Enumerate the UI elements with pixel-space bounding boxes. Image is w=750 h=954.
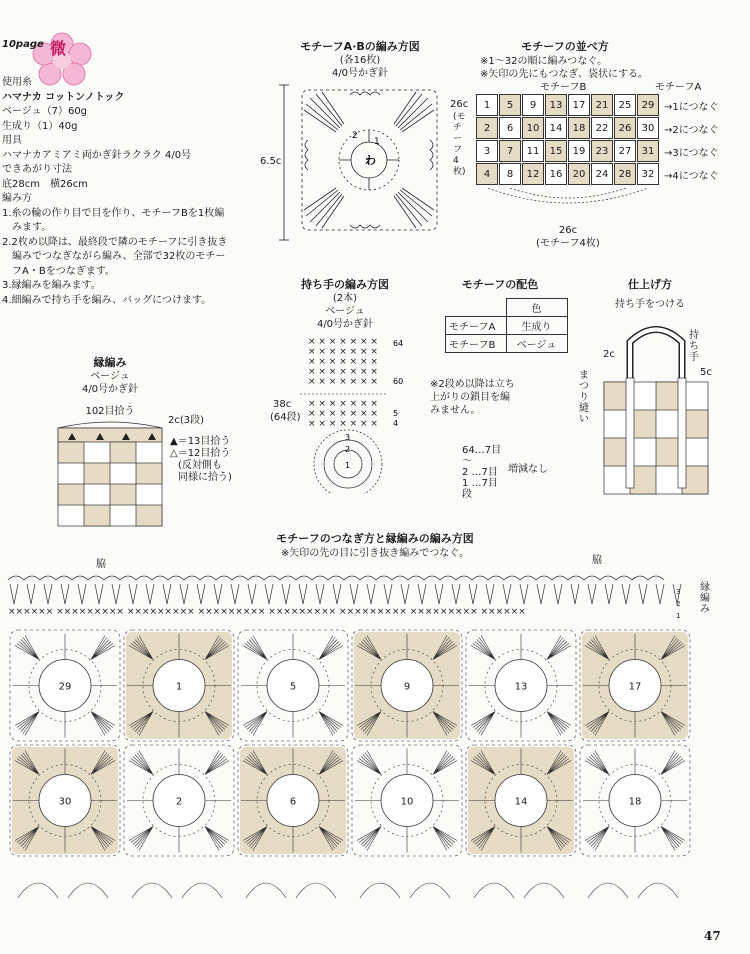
finish-sub: 持ち手をつける bbox=[615, 299, 685, 310]
handle-hook: 4/0号かぎ針 bbox=[316, 319, 374, 330]
materials-line: 用具 bbox=[2, 135, 22, 146]
label-motif-b: モチーフB bbox=[540, 82, 587, 93]
arrangement-cell: 22 bbox=[591, 117, 613, 139]
joined-motif bbox=[352, 630, 462, 741]
arrangement-cell: 21 bbox=[591, 94, 613, 116]
edge-label: 縁編み bbox=[700, 582, 710, 615]
arrangement-cell: 12 bbox=[522, 163, 544, 185]
arrangement-cell: 18 bbox=[568, 117, 590, 139]
joining-chart bbox=[0, 566, 700, 926]
arrangement-cell: 1 bbox=[476, 94, 498, 116]
handle-row-label: 64 bbox=[393, 339, 404, 348]
color-table-cell: ベージュ bbox=[506, 335, 567, 353]
legend-line: ▲＝13目拾う bbox=[170, 436, 231, 447]
joined-motif bbox=[580, 745, 690, 856]
round-line: 2 …7目 bbox=[462, 467, 498, 478]
svg-text:×××××× ××××××××× ××××××××× ×××: ×××××× ××××××××× ××××××××× ××××××××× ××××××××× ××××××××× ××××××××× ×××××× bbox=[8, 607, 526, 617]
arrangement-cell: 5 bbox=[499, 94, 521, 116]
color-table-title: モチーフの配色 bbox=[461, 278, 539, 291]
motif-number: 2 bbox=[175, 796, 183, 808]
color-table-cell: モチーフB bbox=[446, 335, 507, 353]
arrangement-cell: 16 bbox=[545, 163, 567, 185]
motif-number: 29 bbox=[58, 681, 72, 693]
arrangement-height-sub: (モチーフ4枚) bbox=[453, 112, 466, 177]
arrangement-cell: 24 bbox=[591, 163, 613, 185]
materials-line: 3.縁編みを編みます。 bbox=[2, 280, 101, 291]
partial-motif-edge bbox=[588, 883, 678, 898]
joined-motif bbox=[124, 630, 234, 741]
svg-text:× × × × × × ×: × × × × × × × bbox=[308, 347, 378, 357]
handle-center-label: 1 bbox=[345, 461, 351, 470]
round-line: ～ bbox=[462, 456, 472, 467]
badge-char: 微 bbox=[50, 39, 67, 58]
edge-row-label: 3 bbox=[676, 588, 681, 596]
handle-center-label: 3 bbox=[345, 433, 351, 442]
arrangement-cell: 25 bbox=[614, 94, 636, 116]
materials-line: 底28cm 横26cm bbox=[2, 178, 88, 190]
arrangement-cell: 27 bbox=[614, 140, 636, 162]
arrangement-cell: 28 bbox=[614, 163, 636, 185]
materials-line: できあがり寸法 bbox=[2, 164, 72, 175]
handle-note: ※2段め以降は立ち上がりの鎖目を編みません。 bbox=[430, 379, 515, 416]
arrangement-cell: 31 bbox=[637, 140, 659, 162]
materials-line: みます。 bbox=[2, 222, 52, 233]
handle-rounds bbox=[462, 445, 501, 500]
handle-title: 持ち手の編み方図 bbox=[301, 278, 389, 291]
handle-length: 38c bbox=[273, 399, 292, 410]
arrangement-cell: 11 bbox=[522, 140, 544, 162]
label-motif-a: モチーフA bbox=[655, 82, 702, 93]
arrangement-connect-arrow: →4につなぐ bbox=[664, 171, 719, 182]
arrangement-connect-arrow: →2につなぐ bbox=[664, 125, 719, 136]
motif-number: 14 bbox=[514, 796, 528, 808]
handle-center-label: 2 bbox=[345, 445, 351, 454]
handle-count: (2本) bbox=[332, 293, 358, 304]
svg-text:× × × × × × ×: × × × × × × × bbox=[308, 409, 378, 419]
edging-color: ベージュ bbox=[90, 371, 130, 382]
edge-row-label: 2 bbox=[676, 600, 681, 608]
color-table-header: 色 bbox=[506, 299, 567, 317]
arrangement-cell: 32 bbox=[637, 163, 659, 185]
joined-motif bbox=[10, 630, 120, 741]
joined-motif bbox=[124, 745, 234, 856]
arrangement-cell: 13 bbox=[545, 94, 567, 116]
materials-line: ベージュ（7）60g bbox=[2, 106, 88, 117]
partial-motif-edge bbox=[246, 883, 336, 898]
arrangement-cell: 17 bbox=[568, 94, 590, 116]
motif-center: わ bbox=[365, 154, 376, 167]
motif-number: 30 bbox=[58, 796, 72, 808]
edging-rows: 2c(3段) bbox=[168, 415, 205, 426]
arrangement-cell: 3 bbox=[476, 140, 498, 162]
round-line: 64…7目 bbox=[462, 445, 502, 456]
materials-line: フA・Bをつなぎます。 bbox=[2, 265, 115, 277]
no-change-label: 増減なし bbox=[508, 464, 548, 475]
arrangement-cell: 30 bbox=[637, 117, 659, 139]
page-number: 47 bbox=[704, 929, 721, 943]
edging-hook: 4/0号かぎ針 bbox=[81, 384, 139, 395]
arrangement-cell: 14 bbox=[545, 117, 567, 139]
finish-left: 2c bbox=[603, 349, 615, 360]
finish-handle-label: 持ち手 bbox=[689, 330, 699, 363]
materials-line: ハマナカアミアミ両かぎ針ラクラク 4/0号 bbox=[2, 149, 192, 161]
joining-title: モチーフのつなぎ方と縁編みの編み方図 bbox=[276, 532, 474, 545]
side-left-label: 脇 bbox=[96, 559, 106, 570]
motif-number: 17 bbox=[628, 681, 642, 693]
arrangement-cell: 4 bbox=[476, 163, 498, 185]
joined-motif bbox=[238, 745, 348, 856]
arrangement-loop-arrows bbox=[476, 188, 660, 218]
partial-motif-edge bbox=[360, 883, 450, 898]
motif-ab-size: 6.5c bbox=[260, 156, 282, 167]
motif-number: 9 bbox=[403, 681, 411, 693]
edging-bag-drawing bbox=[56, 418, 166, 530]
handle-row-label: 4 bbox=[393, 419, 399, 428]
materials-line: 4.細編みで持ち手を編み、バッグにつけます。 bbox=[2, 294, 212, 306]
svg-text:× × × × × × ×: × × × × × × × bbox=[308, 367, 378, 377]
motif-ab-count: (各16枚) bbox=[339, 55, 381, 66]
color-table bbox=[445, 298, 568, 353]
arrangement-note-1: ※1～32の順に編みつなぐ。 bbox=[480, 56, 608, 67]
round-line: 1 …7目 bbox=[462, 478, 498, 489]
arrangement-connect-arrow: →1につなぐ bbox=[664, 102, 719, 113]
edge-row-label: 1 bbox=[676, 612, 681, 620]
edging-title: 縁編み bbox=[93, 356, 127, 369]
arrangement-cell: 7 bbox=[499, 140, 521, 162]
handle-row-label: 60 bbox=[393, 377, 404, 386]
materials-line: 2.2枚め以降は、最終段で隣のモチーフに引き抜き bbox=[2, 236, 228, 248]
materials-block bbox=[2, 76, 227, 308]
partial-motif-edge bbox=[18, 883, 108, 898]
handle-rows: (64段) bbox=[270, 412, 301, 423]
arrangement-cell: 23 bbox=[591, 140, 613, 162]
side-right-label: 脇 bbox=[592, 555, 602, 566]
svg-text:× × × × × × ×: × × × × × × × bbox=[308, 357, 378, 367]
arrangement-cell: 8 bbox=[499, 163, 521, 185]
motif-number: 13 bbox=[514, 681, 528, 693]
finish-title: 仕上げ方 bbox=[628, 278, 672, 291]
motif-round-1: 1 bbox=[374, 137, 380, 147]
arrangement-cell: 10 bbox=[522, 117, 544, 139]
motif-number: 6 bbox=[289, 796, 297, 808]
joined-motif bbox=[10, 745, 120, 856]
joined-motif bbox=[352, 745, 462, 856]
arrangement-note-2: ※矢印の先にもつなぎ、袋状にする。 bbox=[480, 69, 648, 80]
materials-line: 1.糸の輪の作り目で目を作り、モチーフBを1枚編 bbox=[2, 207, 225, 219]
finish-sewing: まつり縫い bbox=[579, 370, 589, 425]
joining-note: ※矢印の先の目に引き抜き編みでつなぐ。 bbox=[280, 548, 470, 559]
arrangement-cell: 20 bbox=[568, 163, 590, 185]
motif-number: 5 bbox=[289, 681, 297, 693]
arrangement-cell: 19 bbox=[568, 140, 590, 162]
motif-number: 18 bbox=[628, 796, 642, 808]
partial-motif-edge bbox=[132, 883, 222, 898]
edging-legend bbox=[170, 436, 232, 484]
svg-text:× × × × × × ×: × × × × × × × bbox=[308, 337, 378, 347]
color-table-cell: 生成り bbox=[506, 317, 567, 335]
materials-line: 生成り（1）40g bbox=[2, 120, 78, 132]
handle-row-label: 5 bbox=[393, 409, 399, 418]
motif-ab-chart bbox=[270, 80, 450, 250]
edging-pickup: 102目拾う bbox=[85, 406, 135, 417]
handle-color: ベージュ bbox=[325, 306, 365, 317]
motif-round-2: 2 bbox=[352, 131, 358, 141]
arrangement-cell: 29 bbox=[637, 94, 659, 116]
materials-line: 編みでつなぎながら編み、全部で32枚のモチー bbox=[2, 251, 226, 262]
legend-line: 同様に拾う) bbox=[178, 472, 232, 483]
arrangement-cell: 2 bbox=[476, 117, 498, 139]
arrangement-cell: 9 bbox=[522, 94, 544, 116]
page-label: 10page bbox=[2, 39, 44, 50]
round-line: 段 bbox=[462, 489, 472, 500]
svg-text:× × × × × × ×: × × × × × × × bbox=[308, 377, 378, 387]
motif-ab-title: モチーフA·Bの編み方図 bbox=[300, 40, 420, 53]
finish-right: 5c bbox=[700, 367, 712, 378]
materials-line: 使用糸 bbox=[2, 77, 32, 88]
legend-line: △＝12目拾う bbox=[170, 448, 231, 459]
motif-number: 1 bbox=[175, 681, 183, 693]
arrangement-title: モチーフの並べ方 bbox=[521, 40, 609, 53]
arrangement-cell: 15 bbox=[545, 140, 567, 162]
arrangement-connect-arrow: →3につなぐ bbox=[664, 148, 719, 159]
joined-motif bbox=[580, 630, 690, 741]
svg-text:× × × × × × ×: × × × × × × × bbox=[308, 419, 378, 429]
joined-motif bbox=[238, 630, 348, 741]
arrangement-width-sub: (モチーフ4枚) bbox=[536, 238, 600, 249]
partial-motif-edge bbox=[474, 883, 564, 898]
joined-motif bbox=[466, 745, 576, 856]
arrangement-cell: 26 bbox=[614, 117, 636, 139]
arrangement-height: 26c bbox=[450, 99, 469, 110]
legend-line: (反対側も bbox=[178, 460, 222, 471]
joined-motif bbox=[466, 630, 576, 741]
edging-rows-chart bbox=[8, 576, 681, 617]
motif-number: 10 bbox=[400, 796, 414, 808]
handle-chart bbox=[298, 334, 408, 494]
svg-text:× × × × × × ×: × × × × × × × bbox=[308, 399, 378, 409]
materials-line: ハマナカ コットンノトック bbox=[2, 91, 125, 103]
materials-line: 編み方 bbox=[2, 193, 32, 204]
color-table-cell: モチーフA bbox=[446, 317, 507, 335]
arrangement-cell: 6 bbox=[499, 117, 521, 139]
arrangement-width: 26c bbox=[558, 225, 578, 236]
motif-ab-hook: 4/0号かぎ針 bbox=[331, 68, 389, 79]
